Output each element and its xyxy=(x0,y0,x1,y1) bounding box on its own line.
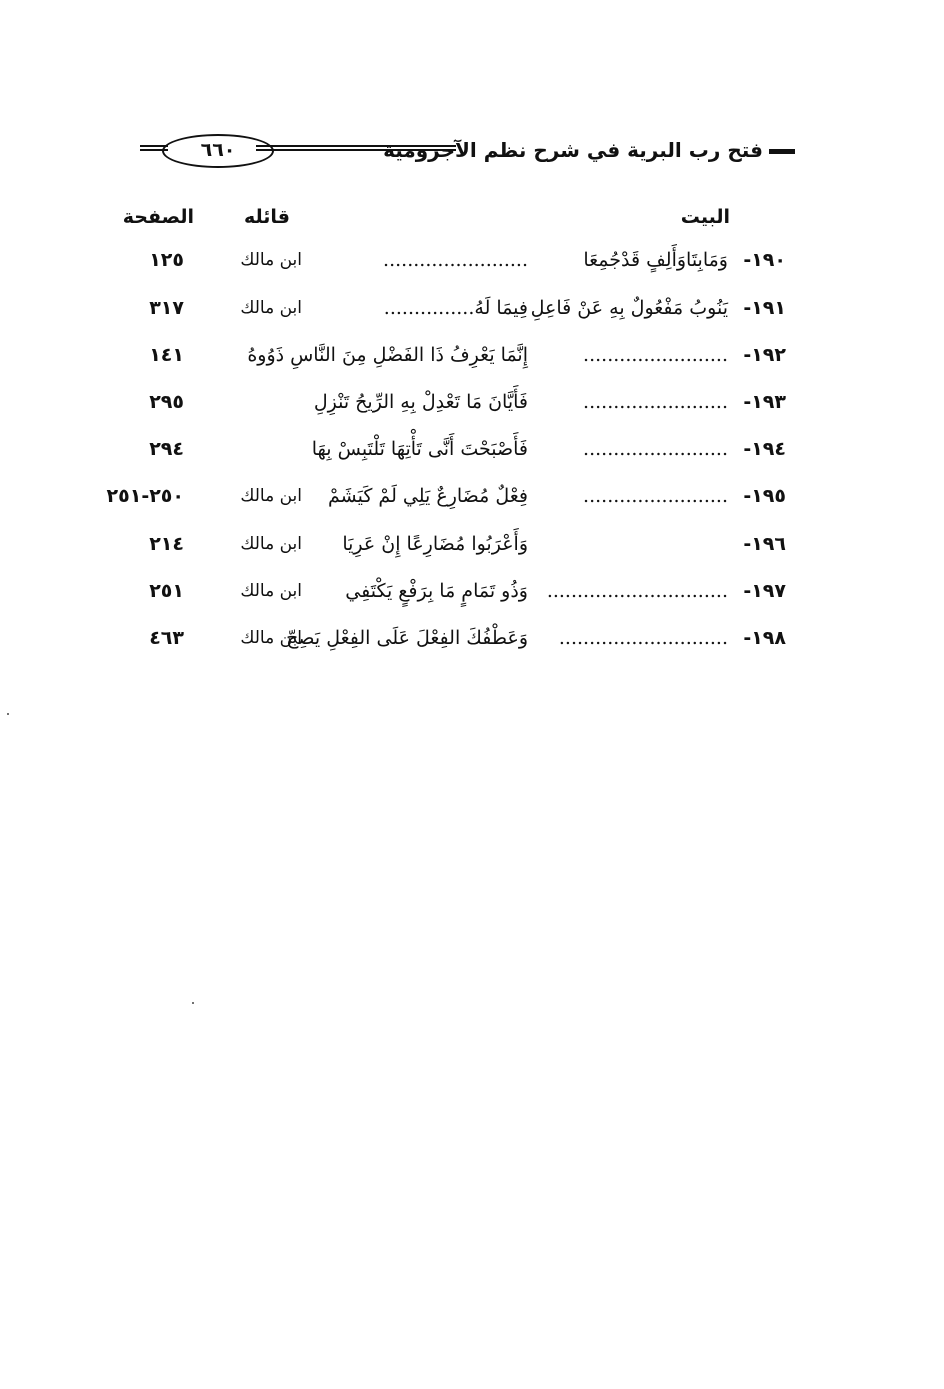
verse-second-half: فَأَصْبَحْتَ أَنَّى تَأْتِهَا تَلْتَبِسْ بِهَا xyxy=(311,438,528,460)
verse-number: ١٩٢- xyxy=(743,344,786,366)
verse-second-half: وَذُو تَمَامٍ مَا بِرَفْعٍ يَكْتَفِي xyxy=(345,580,528,602)
verse-number: ١٩٣- xyxy=(743,391,786,413)
table-row xyxy=(0,246,944,286)
verse-second-half: فَأَيَّانَ مَا تَعْدِلْ بِهِ الرِّيحُ تَنْزِلِ xyxy=(313,391,528,413)
verse-first-half: ........................ xyxy=(583,438,728,460)
verse-first-half: ........................ xyxy=(583,391,728,413)
verse-speaker: ابن مالك xyxy=(240,486,302,506)
header-rule xyxy=(256,145,456,151)
verse-first-half: .............................. xyxy=(546,580,728,602)
verse-number: ١٩١- xyxy=(743,297,786,319)
column-speaker: قائله xyxy=(244,206,290,228)
scan-speck xyxy=(7,713,9,715)
verse-second-half: ........................ xyxy=(383,249,528,271)
verse-page: ١٤١ xyxy=(149,344,184,366)
page-header xyxy=(140,130,795,174)
page-number: ٦٦٠ xyxy=(200,139,236,161)
verse-number: ١٩٦- xyxy=(743,533,786,555)
book-title: فتح رب البرية في شرح نظم الآجرومية xyxy=(383,138,763,162)
verse-second-half: فِعْلٌ مُضَارِعٌ يَلِي لَمْ كَيَشَمْ xyxy=(328,485,528,507)
verse-first-half: وَمَابِتَاوَأَلِفٍ قَدْجُمِعَا xyxy=(583,249,728,271)
header-dash xyxy=(769,149,795,154)
verse-page: ٢٩٤ xyxy=(149,438,184,460)
verse-speaker: ابن مالك xyxy=(240,534,302,554)
verse-page: ٢٥٠-٢٥١ xyxy=(106,485,184,507)
verse-first-half: ............................ xyxy=(558,627,728,649)
verse-number: ١٩٥- xyxy=(743,485,786,507)
verse-second-half: وَأَعْرَبُوا مُضَارِعًا إِنْ عَرِيَا xyxy=(342,533,528,555)
verse-first-half: يَنُوبُ مَفْعُولٌ بِهِ عَنْ فَاعِلِ xyxy=(530,297,728,319)
verse-number: ١٩٤- xyxy=(743,438,786,460)
verse-speaker: ابن مالك xyxy=(240,581,302,601)
column-verse: البيت xyxy=(680,206,730,228)
verse-number: ١٩٨- xyxy=(743,627,786,649)
verse-second-half: وَعَطْفُكَ الفِعْلَ عَلَى الفِعْلِ يَصِحّ xyxy=(286,627,528,649)
scan-speck xyxy=(192,1002,194,1004)
verse-first-half: ........................ xyxy=(583,344,728,366)
verse-page: ٢١٤ xyxy=(149,533,184,555)
verse-page: ٢٩٥ xyxy=(149,391,184,413)
verse-speaker: ابن مالك xyxy=(240,298,302,318)
column-page: الصفحة xyxy=(122,206,194,228)
table-row xyxy=(0,294,944,334)
verse-number: ١٩٠- xyxy=(743,249,786,271)
verse-speaker: ابن مالك xyxy=(240,628,302,648)
verse-page: ٢٥١ xyxy=(149,580,184,602)
verse-number: ١٩٧- xyxy=(743,580,786,602)
verse-page: ٣١٧ xyxy=(149,297,184,319)
table-row xyxy=(0,388,944,428)
table-row xyxy=(0,530,944,570)
table-row xyxy=(0,435,944,475)
table-row xyxy=(0,624,944,664)
verse-speaker: ابن مالك xyxy=(240,250,302,270)
table-row xyxy=(0,577,944,617)
verse-first-half: ........................ xyxy=(583,485,728,507)
verse-page: ١٢٥ xyxy=(149,249,184,271)
verse-second-half: فِيمَا لَهُ............... xyxy=(383,297,528,319)
table-row xyxy=(0,482,944,522)
verse-second-half: إِنَّمَا يَعْرِفُ ذَا الفَضْلِ مِنَ النَّاسِ ذَوُوهُ xyxy=(247,344,528,366)
verse-page: ٤٦٣ xyxy=(149,627,184,649)
table-row xyxy=(0,341,944,381)
